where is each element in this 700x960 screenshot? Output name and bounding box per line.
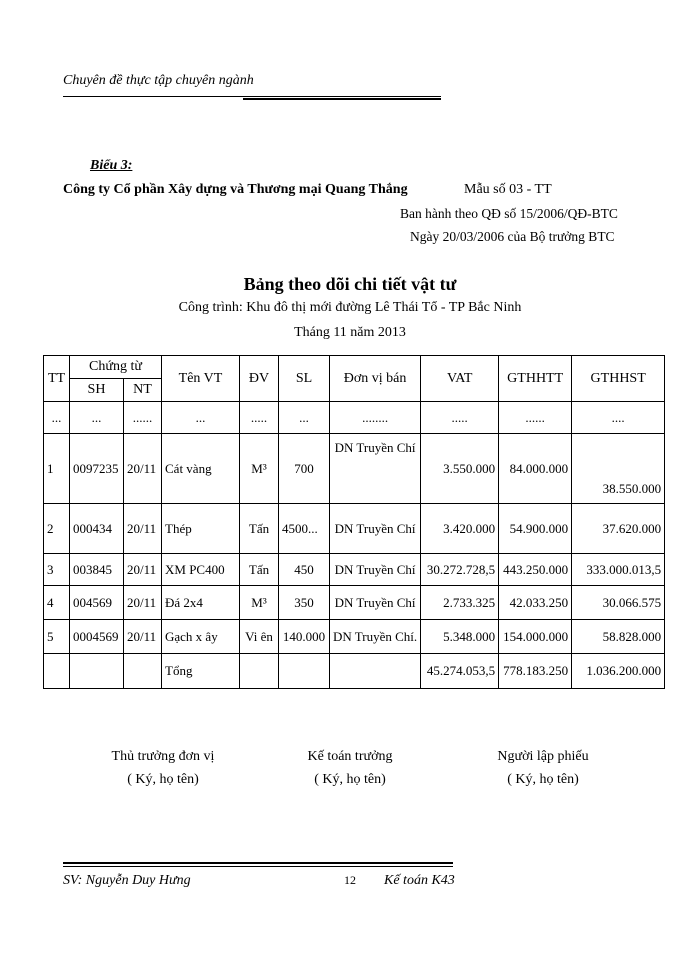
cell-don-vi-ban: DN Truyền Chí bbox=[330, 434, 421, 504]
cell-gthhtt: 154.000.000 bbox=[499, 620, 572, 654]
cell-vat: 30.272.728,5 bbox=[421, 554, 499, 586]
cell-ten-vt: XM PC400 bbox=[162, 554, 240, 586]
footer-rule-thin bbox=[63, 866, 453, 867]
col-header-sl: SL bbox=[279, 356, 330, 402]
total-gthhtt: 778.183.250 bbox=[499, 654, 572, 689]
table-cell: .... bbox=[572, 402, 665, 434]
header-rule-thin bbox=[63, 96, 441, 97]
cell-sh: 000434 bbox=[70, 504, 124, 554]
cell-sh: 0004569 bbox=[70, 620, 124, 654]
signature-role: Thủ trưởng đơn vị bbox=[111, 749, 215, 764]
cell-gthhst: 58.828.000 bbox=[572, 620, 665, 654]
cell-gthhtt: 42.033.250 bbox=[499, 586, 572, 620]
cell-nt: 20/11 bbox=[124, 434, 162, 504]
cell-vat: 3.420.000 bbox=[421, 504, 499, 554]
cell-ten-vt: Cát vàng bbox=[162, 434, 240, 504]
signature-role: Người lập phiếu bbox=[497, 749, 589, 764]
table-cell: ..... bbox=[240, 402, 279, 434]
cell-don-vi-ban: DN Truyền Chí bbox=[330, 586, 421, 620]
cell-gthhst: 37.620.000 bbox=[572, 504, 665, 554]
cell-dv: Tấn bbox=[240, 504, 279, 554]
cell-sl: 450 bbox=[279, 554, 330, 586]
table-cell bbox=[279, 654, 330, 689]
cell-nt: 20/11 bbox=[124, 620, 162, 654]
cell-don-vi-ban: DN Truyền Chí bbox=[330, 504, 421, 554]
cell-gthhtt: 84.000.000 bbox=[499, 434, 572, 504]
cell-sh: 0097235 bbox=[70, 434, 124, 504]
table-row bbox=[44, 504, 665, 554]
page-header-title: Chuyên đề thực tập chuyên ngành bbox=[63, 73, 254, 88]
footer-rule-thick bbox=[63, 862, 453, 864]
cell-don-vi-ban: DN Truyền Chí. bbox=[330, 620, 421, 654]
cell-tt: 1 bbox=[44, 434, 70, 504]
table-row bbox=[44, 554, 665, 586]
table-cell bbox=[124, 654, 162, 689]
cell-nt: 20/11 bbox=[124, 586, 162, 620]
issued-date: Ngày 20/03/2006 của Bộ trưởng BTC bbox=[410, 229, 615, 244]
col-header-chung-tu: Chứng từ bbox=[70, 356, 162, 379]
cell-ten-vt: Đá 2x4 bbox=[162, 586, 240, 620]
table-cell: ... bbox=[162, 402, 240, 434]
footer-class: Kế toán K43 bbox=[384, 873, 455, 888]
col-header-nt: NT bbox=[124, 379, 162, 402]
table-cell: ... bbox=[70, 402, 124, 434]
table-cell: ...... bbox=[124, 402, 162, 434]
table-cell: ..... bbox=[421, 402, 499, 434]
project-name: Công trình: Khu đô thị mới đường Lê Thái Tổ - TP Bắc Ninh bbox=[178, 300, 522, 315]
document-title: Bảng theo dõi chi tiết vật tư bbox=[243, 274, 457, 294]
table-cell: ...... bbox=[499, 402, 572, 434]
table-cell: ........ bbox=[330, 402, 421, 434]
cell-dv: M³ bbox=[240, 586, 279, 620]
table-cell bbox=[240, 654, 279, 689]
col-header-don-vi-ban: Đơn vị bán bbox=[330, 356, 421, 402]
header-row-1 bbox=[44, 356, 665, 379]
cell-sl: 140.000 bbox=[279, 620, 330, 654]
cell-sh: 003845 bbox=[70, 554, 124, 586]
col-header-tt: TT bbox=[44, 356, 70, 402]
material-tracking-table bbox=[43, 355, 665, 689]
signature-block-preparer bbox=[463, 745, 623, 791]
cell-tt: 2 bbox=[44, 504, 70, 554]
signature-role: Kế toán trưởng bbox=[307, 749, 393, 764]
table-cell bbox=[330, 654, 421, 689]
cell-ten-vt: Thép bbox=[162, 504, 240, 554]
company-name: Công ty Cổ phần Xây dựng và Thương mại Quang Thắng bbox=[63, 182, 408, 197]
total-vat: 45.274.053,5 bbox=[421, 654, 499, 689]
col-header-gthhtt: GTHHTT bbox=[499, 356, 572, 402]
signature-note: ( Ký, họ tên) bbox=[314, 772, 386, 787]
cell-nt: 20/11 bbox=[124, 504, 162, 554]
cell-vat: 3.550.000 bbox=[421, 434, 499, 504]
cell-gthhtt: 443.250.000 bbox=[499, 554, 572, 586]
table-cell bbox=[44, 654, 70, 689]
col-header-sh: SH bbox=[70, 379, 124, 402]
cell-tt: 5 bbox=[44, 620, 70, 654]
bieu-label: Biểu 3: bbox=[90, 158, 133, 173]
signature-note: ( Ký, họ tên) bbox=[127, 772, 199, 787]
table-total-row bbox=[44, 654, 665, 689]
col-header-vat: VAT bbox=[421, 356, 499, 402]
cell-sl: 700 bbox=[279, 434, 330, 504]
table-cell bbox=[70, 654, 124, 689]
cell-gthhst: 38.550.000 bbox=[572, 434, 665, 504]
cell-sl: 4500... bbox=[279, 504, 330, 554]
signature-block-head bbox=[83, 745, 243, 791]
total-gthhst: 1.036.200.000 bbox=[572, 654, 665, 689]
signature-block-chief-accountant bbox=[270, 745, 430, 791]
cell-sl: 350 bbox=[279, 586, 330, 620]
cell-sh: 004569 bbox=[70, 586, 124, 620]
table-row bbox=[44, 586, 665, 620]
cell-dv: Tấn bbox=[240, 554, 279, 586]
table-row-placeholder bbox=[44, 402, 665, 434]
footer-page-number: 12 bbox=[344, 873, 356, 887]
cell-don-vi-ban: DN Truyền Chí bbox=[330, 554, 421, 586]
col-header-gthhst: GTHHST bbox=[572, 356, 665, 402]
cell-gthhst: 30.066.575 bbox=[572, 586, 665, 620]
form-number: Mẫu số 03 - TT bbox=[464, 182, 552, 197]
col-header-ten-vt: Tên VT bbox=[162, 356, 240, 402]
cell-vat: 2.733.325 bbox=[421, 586, 499, 620]
cell-gthhtt: 54.900.000 bbox=[499, 504, 572, 554]
table-row bbox=[44, 620, 665, 654]
cell-gthhst: 333.000.013,5 bbox=[572, 554, 665, 586]
cell-vat: 5.348.000 bbox=[421, 620, 499, 654]
cell-tt: 3 bbox=[44, 554, 70, 586]
signature-note: ( Ký, họ tên) bbox=[507, 772, 579, 787]
cell-ten-vt: Gạch x ây bbox=[162, 620, 240, 654]
table-cell: ... bbox=[44, 402, 70, 434]
cell-tt: 4 bbox=[44, 586, 70, 620]
total-label: Tổng bbox=[162, 654, 240, 689]
issued-by: Ban hành theo QĐ số 15/2006/QĐ-BTC bbox=[400, 206, 618, 221]
col-header-dv: ĐV bbox=[240, 356, 279, 402]
table-row bbox=[44, 434, 665, 504]
cell-nt: 20/11 bbox=[124, 554, 162, 586]
header-rule-thick bbox=[243, 98, 441, 100]
footer-student: SV: Nguyễn Duy Hưng bbox=[63, 873, 191, 888]
report-month: Tháng 11 năm 2013 bbox=[294, 325, 406, 340]
cell-dv: Vi ên bbox=[240, 620, 279, 654]
table-cell: ... bbox=[279, 402, 330, 434]
cell-dv: M³ bbox=[240, 434, 279, 504]
